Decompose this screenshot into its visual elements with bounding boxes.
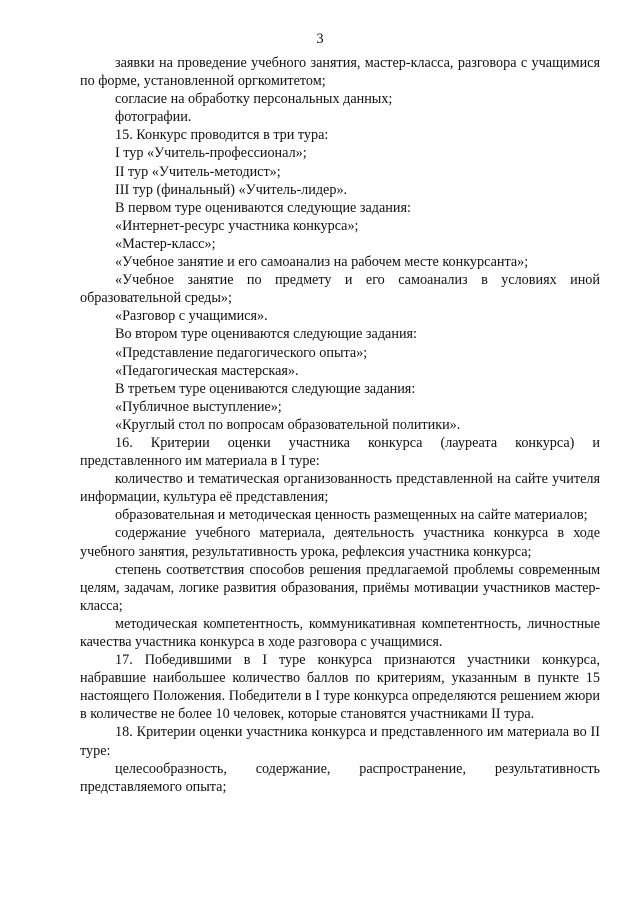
paragraph: степень соответствия способов решения предлагаемой проблемы современным целям, задачам, логике развития образования, приёмы мотивации участников мастер-класса; bbox=[80, 561, 600, 614]
paragraph: количество и тематическая организованность представленной на сайте учителя информации, культура её представления; bbox=[80, 471, 600, 506]
paragraph: «Учебное занятие и его самоанализ на рабочем месте конкурсанта»; bbox=[115, 254, 529, 271]
paragraph: «Педагогическая мастерская». bbox=[115, 362, 299, 379]
paragraph: образовательная и методическая ценность размещенных на сайте материалов; bbox=[115, 507, 588, 524]
paragraph: III тур (финальный) «Учитель-лидер». bbox=[115, 181, 348, 198]
paragraph: «Интернет-ресурс участника конкурса»; bbox=[115, 217, 359, 234]
paragraph: согласие на обработку персональных данных; bbox=[115, 91, 393, 108]
paragraph: заявки на проведение учебного занятия, мастер-класса, разговора с учащимися по форме, установленной оргкомитетом; bbox=[80, 55, 600, 90]
paragraph-item-18: 18. Критерии оценки участника конкурса и представленного им материала во II туре: bbox=[80, 724, 600, 759]
page-number: 3 bbox=[316, 31, 324, 47]
paragraph: I тур «Учитель-профессионал»; bbox=[115, 145, 307, 162]
paragraph: «Разговор с учащимися». bbox=[115, 308, 268, 325]
paragraph: «Публичное выступление»; bbox=[115, 398, 282, 415]
paragraph: фотографии. bbox=[115, 109, 192, 126]
document-body bbox=[80, 54, 600, 796]
paragraph-item-15: 15. Конкурс проводится в три тура: bbox=[115, 127, 329, 144]
paragraph-item-17: 17. Победившими в I туре конкурса признаются участники конкурса, набравшие наибольшее количество баллов по критериям, указанным в пункте 15 настоящего Положения. Победители в I туре конкурса определяются решением жюри в количестве не более 10 человек, которые становятся участниками II тура. bbox=[80, 652, 600, 723]
paragraph: «Круглый стол по вопросам образовательной политики». bbox=[115, 416, 461, 433]
paragraph: Во втором туре оцениваются следующие задания: bbox=[115, 326, 418, 343]
paragraph: «Мастер-класс»; bbox=[115, 235, 216, 252]
paragraph-item-16: 16. Критерии оценки участника конкурса (лауреата конкурса) и представленного им материала в I туре: bbox=[80, 434, 600, 470]
paragraph: содержание учебного материала, деятельность участника конкурса в ходе учебного занятия, результативность урока, рефлексия участника конкурса; bbox=[80, 525, 600, 560]
paragraph: «Учебное занятие по предмету и его самоанализ в условиях иной образовательной среды»; bbox=[80, 272, 600, 307]
paragraph: «Представление педагогического опыта»; bbox=[115, 344, 368, 361]
paragraph: II тур «Учитель-методист»; bbox=[115, 163, 281, 180]
paragraph: целесообразность, содержание, распространение, результативность представляемого опыта; bbox=[80, 760, 600, 795]
paragraph: В третьем туре оцениваются следующие задания: bbox=[115, 380, 416, 397]
paragraph: В первом туре оцениваются следующие задания: bbox=[115, 199, 411, 216]
paragraph: методическая компетентность, коммуникативная компетентность, личностные качества участника конкурса в ходе разговора с учащимися. bbox=[80, 615, 600, 650]
